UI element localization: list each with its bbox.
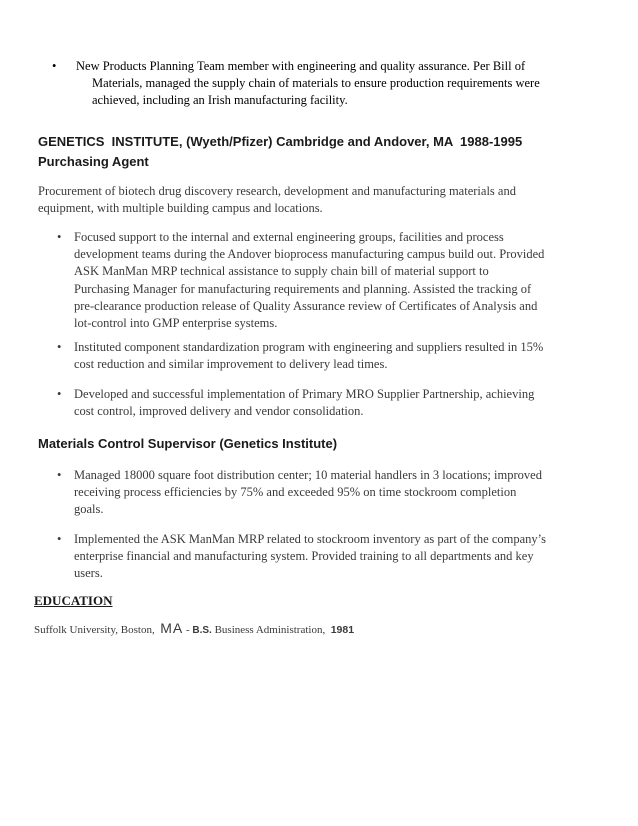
job-bullet-item bbox=[57, 386, 547, 420]
bullet-text: Developed and successful implementation of Primary MRO Supplier Partnership, achieving cost control, improved delivery and vendor consolidation. bbox=[74, 387, 535, 419]
job-title-purchasing-agent: Purchasing Agent bbox=[38, 154, 149, 169]
bullet-text: Instituted component standardization program with engineering and suppliers resulted in 15% cost reduction and similar improvement to delivery lead times. bbox=[74, 340, 544, 372]
job-bullet-item bbox=[57, 467, 547, 519]
job-bullet-item bbox=[57, 531, 547, 583]
company-heading: GENETICS INSTITUTE, (Wyeth/Pfizer) Cambridge and Andover, MA 1988-1995 bbox=[38, 134, 523, 149]
bullet-marker: • bbox=[57, 230, 62, 244]
education-state: MA bbox=[160, 620, 184, 636]
bullet-marker: • bbox=[57, 387, 62, 401]
top-bullet-item bbox=[52, 58, 552, 109]
education-entry bbox=[34, 620, 354, 636]
education-school: Suffolk University, Boston, bbox=[34, 624, 155, 636]
education-heading: EDUCATION bbox=[34, 593, 113, 608]
bullet-text: Managed 18000 square foot distribution center; 10 material handlers in 3 locations; improved receiving process efficiencies by 75% and exceeded 95% on time stockroom completion goals. bbox=[74, 468, 542, 517]
job-summary: Procurement of biotech drug discovery research, development and manufacturing materials and equipment, with multiple building campus and locations. bbox=[38, 184, 516, 215]
bullet-text bbox=[52, 58, 552, 109]
bullet-text-first-line: New Products Planning Team member with engineering and quality assurance. Per Bill of bbox=[76, 59, 526, 73]
bullet-marker: • bbox=[57, 340, 62, 354]
job-bullet-item bbox=[57, 339, 547, 373]
education-degree: B.S. bbox=[192, 625, 212, 636]
bullet-marker: • bbox=[57, 532, 62, 546]
job-bullet-item bbox=[57, 229, 547, 332]
education-field: Business Administration, bbox=[214, 624, 326, 636]
bullet-text-rest: Materials, managed the supply chain of materials to ensure production requirements were achieved, including an Irish manufacturing facility. bbox=[92, 76, 540, 107]
bullet-marker: • bbox=[57, 468, 62, 482]
bullet-text: Focused support to the internal and external engineering groups, facilities and process development teams during the Andover bioprocess manufacturing campus build out. Provided ASK ManMan MRP technical assistance to supply chain bill of material support to Purchasing Manager for manufacturing requirements and planning. Assisted the tracking of pre-clearance production release of Quality Assurance review of Certificates of Analysis and lot-control into GMP enterprise systems. bbox=[74, 230, 545, 331]
job-title-materials-control: Materials Control Supervisor (Genetics Institute) bbox=[38, 436, 338, 451]
bullet-text: Implemented the ASK ManMan MRP related to stockroom inventory as part of the company’s enterprise financial and manufacturing system. Provided training to all departments and key users. bbox=[74, 532, 547, 581]
education-dash: - bbox=[185, 624, 190, 636]
education-year: 1981 bbox=[330, 624, 355, 636]
bullet-marker: • bbox=[52, 59, 57, 73]
